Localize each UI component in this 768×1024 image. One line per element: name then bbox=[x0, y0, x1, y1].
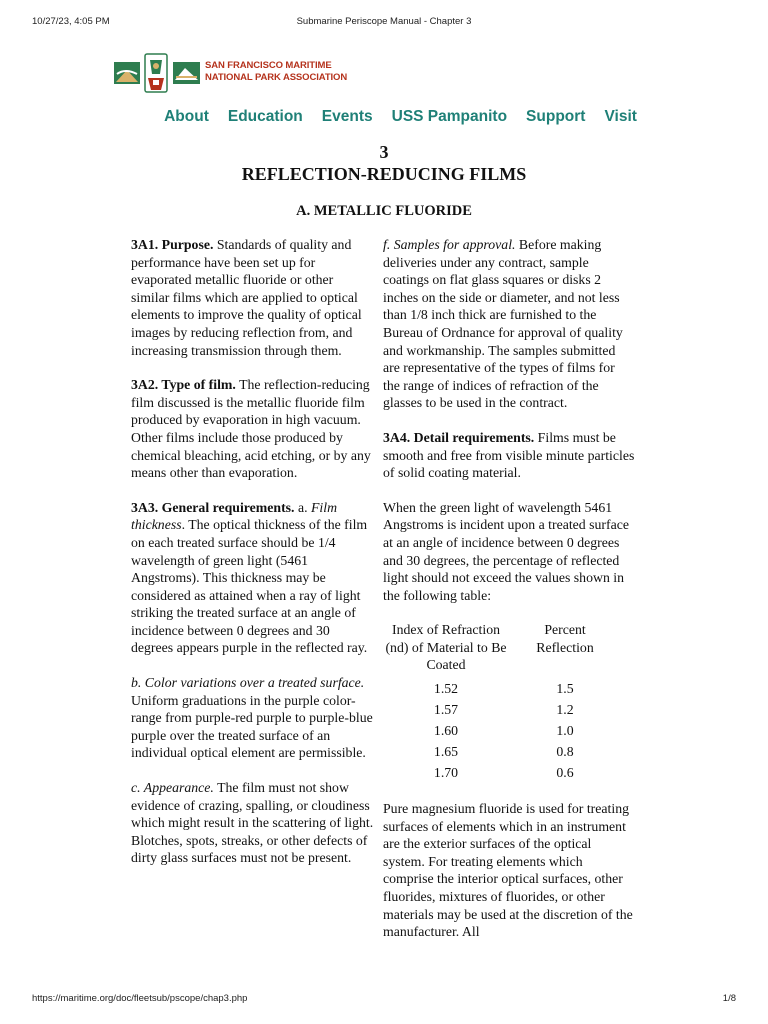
chapter-number: 3 bbox=[379, 142, 389, 162]
nav-support[interactable]: Support bbox=[526, 108, 586, 125]
paragraph-subheading: b. Color variations over a treated surface. bbox=[131, 675, 365, 691]
paragraph-text: Standards of quality and performance have been set up for evaporated metallic fluoride or other similar films which are applied to optical elements to improve the quality of optical images by reducing reflection from, and increasing transmission through them. bbox=[131, 237, 362, 358]
maritime-logo-icon bbox=[113, 52, 203, 96]
paragraph-samples-for-approval bbox=[383, 236, 635, 412]
paragraph-appearance bbox=[131, 779, 375, 867]
chapter-title: REFLECTION-REDUCING FILMS bbox=[241, 164, 527, 184]
table-cell-percent: 1.0 bbox=[556, 722, 574, 738]
nav-visit[interactable]: Visit bbox=[604, 108, 637, 125]
paragraph-subheading: Film thickness bbox=[131, 499, 338, 533]
paragraph-text: . The optical thickness of the film on each treated surface should be 1/4 wavelength of green light (5461 Angstroms). This thickness may be considered as attained when a ray of light striking the treated surface at an angle of incidence between 0 degrees and 30 degrees appears purple in the reflected ray. bbox=[131, 517, 368, 656]
nav-about[interactable]: About bbox=[164, 108, 209, 125]
table-cell-percent: 0.6 bbox=[556, 764, 574, 780]
main-nav bbox=[0, 108, 768, 126]
paragraph-item-label: a. bbox=[294, 499, 311, 515]
paragraph-text: The film must not show evidence of crazing, spalling, or cloudiness which might result in the scattering of light. Blotches, spots, streaks, or other defects of dirty glass surfaces must not be present. bbox=[131, 780, 374, 866]
table-cell-percent: 1.2 bbox=[556, 701, 574, 717]
table-row bbox=[383, 679, 607, 700]
nav-uss-pampanito[interactable]: USS Pampanito bbox=[391, 108, 508, 125]
table-cell-index: 1.52 bbox=[433, 680, 459, 696]
print-url: https://maritime.org/doc/fleetsub/pscope/chap3.php bbox=[32, 993, 248, 1004]
logo-text-line2: NATIONAL PARK ASSOCIATION bbox=[205, 72, 348, 83]
nav-education[interactable]: Education bbox=[227, 108, 303, 125]
paragraph-color-variations bbox=[131, 674, 375, 762]
table-row bbox=[383, 763, 607, 784]
paragraph-subheading: f. Samples for approval. bbox=[383, 237, 516, 252]
paragraph-type-of-film bbox=[131, 376, 375, 482]
table-row bbox=[383, 721, 607, 742]
table-cell-percent: 0.8 bbox=[556, 743, 574, 759]
table-cell-index: 1.57 bbox=[433, 701, 459, 717]
reflection-table bbox=[383, 621, 607, 784]
table-header-percent: Percent Reflection bbox=[536, 622, 594, 655]
table-header-row bbox=[383, 621, 607, 678]
paragraph-detail-requirements bbox=[383, 429, 635, 482]
table-cell-index: 1.60 bbox=[433, 722, 459, 738]
nav-events[interactable]: Events bbox=[321, 108, 373, 125]
logo-text-line1: SAN FRANCISCO MARITIME bbox=[205, 60, 332, 71]
section-title: A. METALLIC FLUORIDE bbox=[296, 203, 472, 219]
paragraph-text: Uniform graduations in the purple color-range from purple-red purple to purple-blue purple over the treated surface of an individual optical element are permissible. bbox=[131, 692, 373, 761]
paragraph-subheading: c. Appearance. bbox=[131, 780, 214, 796]
paragraph-magnesium-fluoride: Pure magnesium fluoride is used for treating surfaces of elements which in an instrument are the exterior surfaces of the optical system. For treating elements which comprise the interior optical surfaces, other fluorides, mixtures of fluorides, or other materials may be used at the discretion of the manufacturer. All bbox=[383, 800, 633, 940]
paragraph-heading: 3A1. Purpose. bbox=[131, 237, 214, 252]
paragraph-green-light: When the green light of wavelength 5461 Angstroms is incident upon a treated surface at an angle of incidence between 0 degrees and 30 degrees, the percentage of reflected light should not exceed the values shown in the following table: bbox=[383, 499, 629, 603]
print-page-count: 1/8 bbox=[722, 993, 736, 1004]
table-cell-percent: 1.5 bbox=[556, 680, 574, 696]
site-logo[interactable] bbox=[113, 52, 353, 96]
table-header-index: Index of Refraction (nd) of Material to Be Coated bbox=[385, 622, 507, 673]
paragraph-heading: 3A3. General requirements. bbox=[131, 499, 295, 515]
table-row bbox=[383, 700, 607, 721]
left-column bbox=[131, 236, 375, 884]
paragraph-text: Films must be smooth and free from visible minute particles of solid coating material. bbox=[383, 429, 635, 481]
table-cell-index: 1.65 bbox=[433, 743, 459, 759]
table-row bbox=[383, 742, 607, 763]
paragraph-purpose bbox=[131, 236, 375, 359]
right-column bbox=[383, 236, 635, 958]
paragraph-heading: 3A2. Type of film. bbox=[131, 377, 236, 393]
print-datetime: 10/27/23, 4:05 PM bbox=[32, 16, 110, 27]
paragraph-text: The reflection-reducing film discussed is the metallic fluoride film produced by evaporation in high vacuum. Other films include those produced by chemical bleaching, acid etching, or by any means other than evaporation. bbox=[131, 377, 371, 481]
paragraph-heading: 3A4. Detail requirements. bbox=[383, 429, 535, 445]
table-cell-index: 1.70 bbox=[433, 764, 459, 780]
print-page-title: Submarine Periscope Manual - Chapter 3 bbox=[296, 16, 472, 27]
paragraph-general-requirements bbox=[131, 499, 375, 657]
paragraph-text: Before making deliveries under any contract, sample coatings on flat glass squares or disks 2 inches on the side or diameter, and not less than 1/8 inch thick are furnished to the Bureau of Ordnance for approval of quality and workmanship. The samples submitted are representative of the types of films for the range of indices of refraction of the glasses to be used in the contract. bbox=[383, 237, 623, 411]
